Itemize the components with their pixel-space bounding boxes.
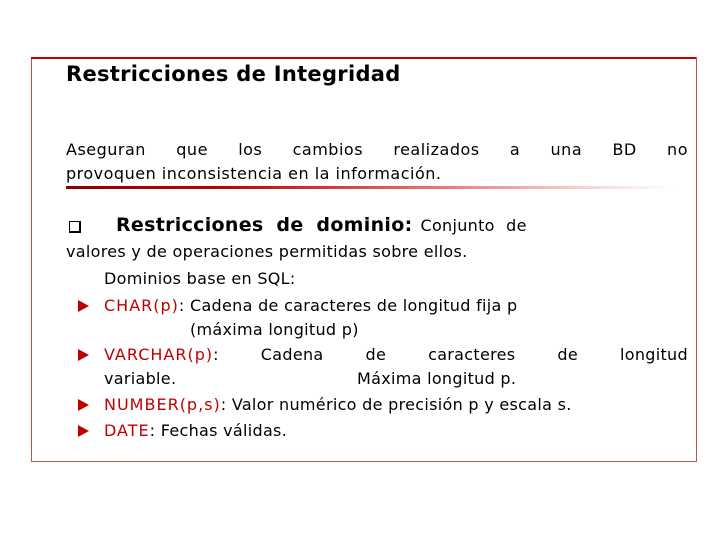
list-item-date bbox=[78, 421, 287, 440]
slide-title: Restricciones de Integridad bbox=[66, 62, 401, 86]
item-varchar-continuation-b: Máxima longitud p. bbox=[357, 369, 517, 388]
arrow-bullet-icon bbox=[78, 425, 89, 437]
list-item-varchar bbox=[78, 345, 688, 364]
arrow-bullet-icon bbox=[78, 300, 89, 312]
keyword-char: CHAR(p) bbox=[104, 296, 179, 315]
intro-word: realizados bbox=[393, 140, 480, 159]
intro-word: que bbox=[176, 140, 208, 159]
item-word: de bbox=[365, 345, 387, 364]
dominios-base-label: Dominios base en SQL: bbox=[104, 269, 296, 288]
intro-word: una bbox=[550, 140, 583, 159]
item-word: longitud bbox=[619, 345, 688, 364]
intro-word: BD bbox=[612, 140, 637, 159]
intro-word: Aseguran bbox=[66, 140, 146, 159]
item-char-continuation: (máxima longitud p) bbox=[190, 320, 359, 339]
arrow-bullet-icon bbox=[78, 399, 89, 411]
item-word: caracteres bbox=[428, 345, 516, 364]
top-red-rule bbox=[31, 57, 696, 59]
arrow-bullet-icon bbox=[78, 349, 89, 361]
list-item-char bbox=[78, 296, 517, 315]
intro-line-2: provoquen inconsistencia en la información. bbox=[66, 164, 442, 183]
item-word: de bbox=[557, 345, 578, 364]
keyword-date: DATE bbox=[104, 421, 150, 440]
dominio-tail: Conjunto de bbox=[420, 216, 527, 235]
item-word: Cadena bbox=[260, 345, 324, 364]
intro-word: cambios bbox=[292, 140, 364, 159]
intro-paragraph bbox=[66, 138, 688, 186]
dominio-heading-line bbox=[66, 214, 626, 236]
keyword-number: NUMBER(p,s) bbox=[104, 395, 221, 414]
item-text: : Fechas válidas. bbox=[149, 421, 288, 440]
intro-word: no bbox=[667, 140, 688, 159]
item-word: : bbox=[213, 345, 219, 364]
item-text: : Valor numérico de precisión p y escala s. bbox=[220, 395, 572, 414]
list-item-number bbox=[78, 395, 572, 414]
dominio-heading: Restricciones de dominio: bbox=[116, 214, 413, 236]
intro-word: a bbox=[509, 140, 521, 159]
item-varchar-continuation-a: variable. bbox=[104, 369, 177, 388]
keyword-varchar: VARCHAR(p) bbox=[104, 345, 214, 364]
intro-word: los bbox=[238, 140, 263, 159]
intro-line-1 bbox=[66, 138, 688, 162]
gradient-divider bbox=[66, 186, 674, 189]
dominio-description: valores y de operaciones permitidas sobre ellos. bbox=[66, 242, 468, 261]
item-text: : Cadena de caracteres de longitud fija p bbox=[178, 296, 518, 315]
